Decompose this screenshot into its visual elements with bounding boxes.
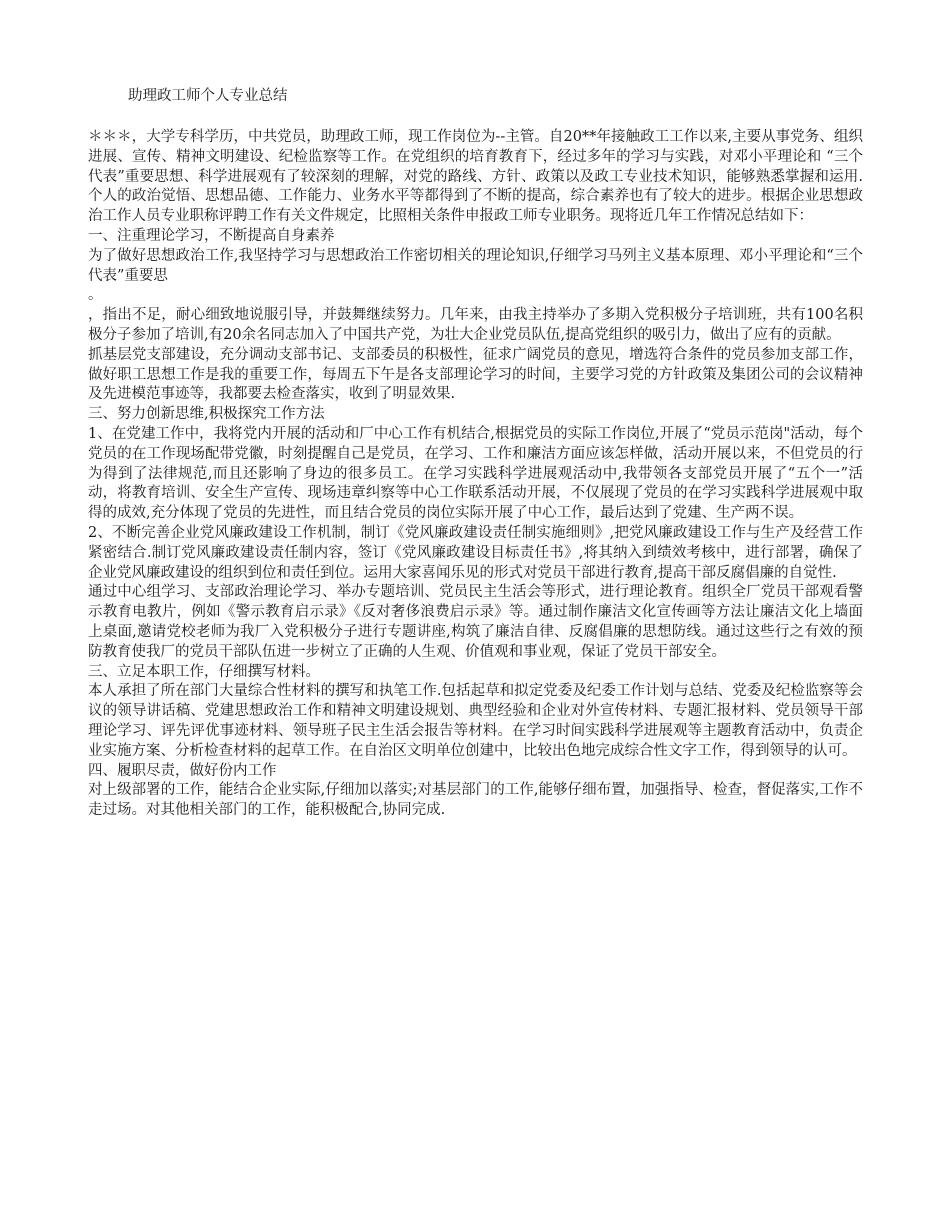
section-heading-4: 四、履职尽责，做好份内工作 [88,762,277,779]
document-title: 助理政工师个人专业总结 [128,88,288,104]
paragraph: 通过中心组学习、支部政治理论学习、举办专题培训、党员民主生活会等形式，进行理论教育。组织全厂党员干部观看警示教育电教片，例如《警示教育启示录》《反对奢侈浪费启示录》等。通过制作廉洁文化宣传画等方法让廉洁文化上墙面上桌面,邀请党校老师为我厂入党积极分子进行专题讲座,构筑了廉洁自律、反腐倡廉的思想防线。通过这些行之有效的预防教育使我厂的党员干部队伍进一步树立了正确的人生观、价值观和事业观，保证了党员干部安全。 [88,584,863,660]
paragraph: 1、在党建工作中，我将党内开展的活动和厂中心工作有机结合,根据党员的实际工作岗位,开展了“党员示范岗"活动，每个党员的在工作现场配带党徽，时刻提醒自己是党员，在学习、工作和廉洁方面应该怎样做，活动开展以来，不但党员的行为得到了法律规范,而且还影响了身边的很多员工。在学习实践科学进展观活动中,我带领各支部党员开展了“五个一”活动，将教育培训、安全生产宣传、现场违章纠察等中心工作联系活动开展，不仅展现了党员的在学习实践科学进展观中取得的成效,充分体现了党员的先进性，而且结合党员的岗位实际开展了中心工作，最后达到了党建、生产两不误。 [88,425,863,522]
paragraph: 2、不断完善企业党风廉政建设工作机制，制订《党风廉政建设责任制实施细则》,把党风廉政建设工作与生产及经营工作紧密结合.制订党风廉政建设责任制内容，签订《党风廉政建设目标责任书》,将其纳入到绩效考核中，进行部署，确保了企业党风廉政建设的组织到位和责任到位。运用大家喜闻乐见的形式对党员干部进行教育,提高干部反腐倡廉的自觉性. [88,524,863,581]
paragraph: 本人承担了所在部门大量综合性材料的撰写和执笔工作.包括起草和拟定党委及纪委工作计划与总结、党委及纪检监察等会议的领导讲话稿、党建思想政治工作和精神文明建设规划、典型经验和企业对外宣传材料、专题汇报材料、党员领导干部理论学习、评先评优事迹材料、领导班子民主生活会报告等材料。在学习时间实践科学进展观等主题教育活动中，负责企业实施方案、分析检查材料的起草工作。在自治区文明单位创建中，比较出色地完成综合性文字工作，得到领导的认可。 [88,683,863,759]
document-page [88,86,863,821]
section-heading-1: 一、注重理论学习，不断提高自身素养 [88,227,335,244]
document-body [88,128,863,821]
paragraph: 为了做好思想政治工作,我坚持学习与思想政治工作密切相关的理论知识,仔细学习马列主义基本原理、邓小平理论和“三个代表”重要思 [88,247,863,284]
section-heading-3: 三、努力创新思维,积极探究工作方法 [88,406,325,423]
paragraph-intro: ＊＊＊，大学专科学历，中共党员，助理政工师，现工作岗位为--主管。自20**年接触政工工作以来,主要从事党务、组织进展、宣传、精神文明建设、纪检监察等工作。在党组织的培育教育下，经过多年的学习与实践，对邓小平理论和 “三个代表”重要思想、科学进展观有了较深刻的理解，对党的路线、方针、政策以及政工专业技术知识，能够熟悉掌握和运用.个人的政治觉悟、思想品德、工作能力、业务水平等都得到了不断的提高，综合素养也有了较大的进步。根据企业思想政治工作人员专业职称评聘工作有关文件规定，比照相关条件申报政工师专业职务。现将近几年工作情况总结如下： [88,129,863,225]
paragraph: 对上级部署的工作，能结合企业实际,仔细加以落实;对基层部门的工作,能够仔细布置，加强指导、检查，督促落实,工作不走过场。对其他相关部门的工作，能积极配合,协同完成. [88,782,863,819]
paragraph: ，指出不足，耐心细致地说服引导，并鼓舞继续努力。几年来，由我主持举办了多期入党积极分子培训班，共有100名积极分子参加了培训,有20余名同志加入了中国共产党，为壮大企业党员队伍,提高党组织的吸引力，做出了应有的贡献。 [88,307,863,343]
paragraph: 抓基层党支部建设，充分调动支部书记、支部委员的积极性，征求广阔党员的意见，增选符合条件的党员参加支部工作，做好职工思想工作是我的重要工作，每周五下午是各支部理论学习的时间，主要学习党的方针政策及集团公司的会议精神及先进模范事迹等，我都要去检查落实，收到了明显效果. [88,346,863,403]
section-heading-3b: 三、立足本职工作，仔细撰写材料。 [88,663,320,680]
paragraph: 。 [88,287,103,304]
